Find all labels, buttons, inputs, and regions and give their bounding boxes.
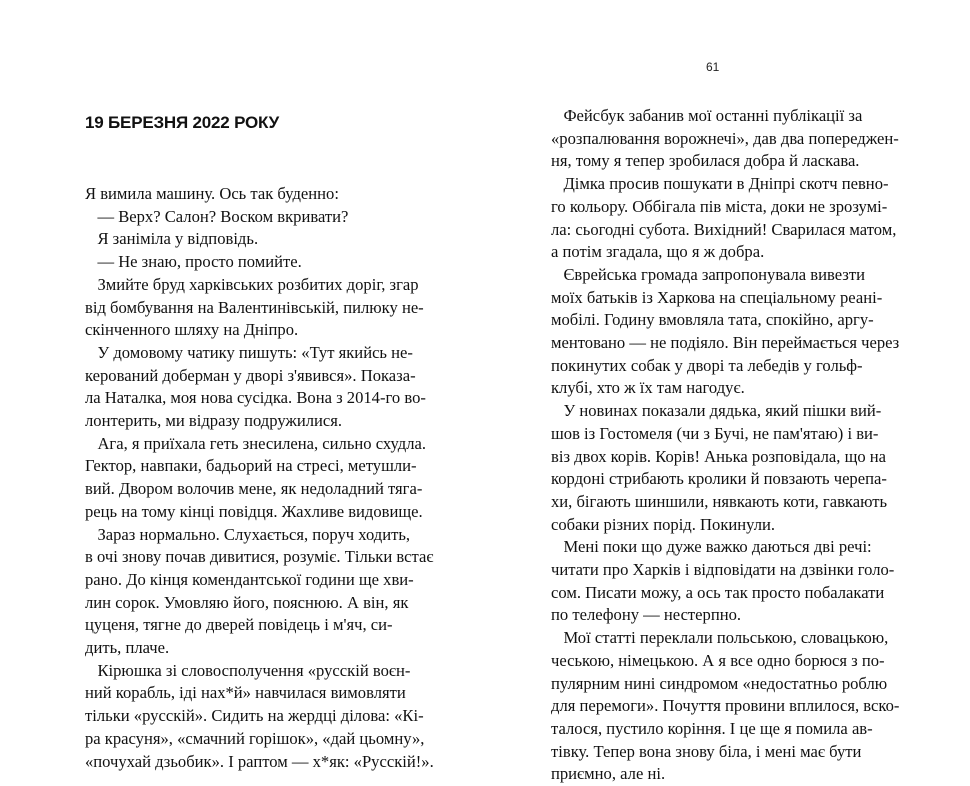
text-line: для перемоги». Почуття провини вплилося, вско- (551, 696, 900, 716)
left-text-column (85, 183, 434, 773)
text-line: Зараз нормально. Слухається, поруч ходить, (85, 524, 411, 544)
text-line: талося, пустило коріння. І це ще я помила ав- (551, 718, 873, 738)
text-line: керований доберман у дворі з'явився». Показа- (85, 365, 416, 385)
text-line: го кольору. Оббігала пів міста, доки не зрозумі- (551, 196, 888, 216)
text-line: Мої статті переклали польською, словацькою, (551, 628, 889, 648)
text-line: цуценя, тягне до дверей повідець і м'яч, си- (85, 615, 393, 635)
text-line: по телефону — нестерпно. (551, 605, 742, 625)
text-line: рець на тому кінці повідця. Жахливе видовище. (85, 501, 423, 521)
text-line: лин сорок. Умовляю його, пояснюю. А він, як (85, 592, 409, 612)
chapter-title: 19 БЕРЕЗНЯ 2022 РОКУ (85, 113, 279, 132)
text-line: тільки «русскій». Сидить на жердці ділова: «Кі- (85, 706, 424, 726)
text-line: — Верх? Салон? Воском вкривати? (85, 206, 349, 226)
text-line: Гектор, навпаки, бадьорий на стресі, метушли- (85, 456, 417, 476)
text-line: У новинах показали дядька, який пішки вий- (551, 401, 882, 421)
text-line: Я вимила машину. Ось так буденно: (85, 184, 339, 203)
text-line: тівку. Тепер вона знову біла, і мені має бути (551, 741, 862, 761)
text-line: приємно, але ні. (551, 764, 666, 784)
text-line: Ага, я приїхала геть знесилена, сильно схудла. (85, 433, 427, 453)
text-line: ла Наталка, моя нова сусідка. Вона з 2014-го во- (85, 388, 426, 408)
text-line: Дімка просив пошукати в Дніпрі скотч певно- (551, 174, 889, 194)
text-line: «почухай дзьобик». І раптом — х*як: «Русскій!». (85, 751, 434, 771)
text-line: чеською, німецькою. А я все одно борюся з по- (551, 650, 885, 670)
text-line: Єврейська громада запропонувала вивезти (551, 264, 865, 284)
text-line: хи, бігають шиншили, нявкають коти, гавкають (551, 491, 888, 511)
text-line: ментовано — не подіяло. Він переймається через (551, 333, 900, 353)
text-line: пулярним нині синдромом «недостатньо роблю (551, 673, 888, 693)
text-line: собаки різних порід. Покинули. (551, 514, 776, 534)
text-line: ний корабль, іді нах*й» навчилася вимовляти (85, 683, 406, 703)
text-line: ра красуня», «смачний горішок», «дай цьомну», (85, 728, 425, 748)
text-line: Змийте бруд харківських розбитих доріг, згар (85, 274, 419, 294)
text-line: кордоні стрибають кролики й повзають черепа- (551, 469, 887, 489)
text-line: ня, тому я тепер зробилася добра й ласкава. (551, 151, 860, 171)
text-line: а потім згадала, що я ж добра. (551, 242, 765, 262)
text-line: ла: сьогодні субота. Вихідний! Сварилася матом, (551, 219, 897, 239)
text-line: вий. Двором волочив мене, як недоладний тяга- (85, 479, 423, 499)
text-line: рано. До кінця комендантської години ще хви- (85, 569, 414, 589)
text-line: Я заніміла у відповідь. (85, 229, 259, 249)
text-line: мобілі. Годину вмовляла тата, спокійно, аргу- (551, 310, 874, 330)
text-line: шов із Гостомеля (чи з Бучі, не пам'ятаю) і ви- (551, 423, 879, 443)
text-line: «розпалювання ворожнечі», дав два попереджен- (551, 128, 899, 148)
text-line: дить, плаче. (85, 638, 170, 658)
text-line: скінченного шляху на Дніпро. (85, 320, 299, 340)
text-line: покинутих собак у дворі та лебедів у гольф- (551, 355, 863, 375)
text-line: клубі, хто ж їх там нагодує. (551, 378, 745, 398)
text-line: в очі знову почав дивитися, розуміє. Тільки встає (85, 547, 434, 567)
text-line: Фейсбук забанив мої останні публікації за (551, 106, 863, 125)
text-line: лонтерить, ми відразу подружилися. (85, 411, 343, 431)
text-line: Кірюшка зі словосполучення «русскій воєн- (85, 660, 411, 680)
text-line: сом. Писати можу, а ось так просто побалакати (551, 582, 885, 602)
page-number: 61 (706, 60, 720, 74)
text-line: — Не знаю, просто помийте. (85, 252, 302, 272)
text-line: У домовому чатику пишуть: «Тут якийсь не- (85, 342, 413, 362)
text-line: читати про Харків і відповідати на дзвінки голо- (551, 560, 895, 580)
text-line: моїх батьків із Харкова на спеціальному реані- (551, 287, 883, 307)
text-line: від бомбування на Валентинівській, пилюку не- (85, 297, 424, 317)
text-line: Мені поки що дуже важко даються дві речі: (551, 537, 872, 557)
text-line: віз двох корів. Корів! Анька розповідала, що на (551, 446, 887, 466)
right-text-column (551, 105, 900, 786)
